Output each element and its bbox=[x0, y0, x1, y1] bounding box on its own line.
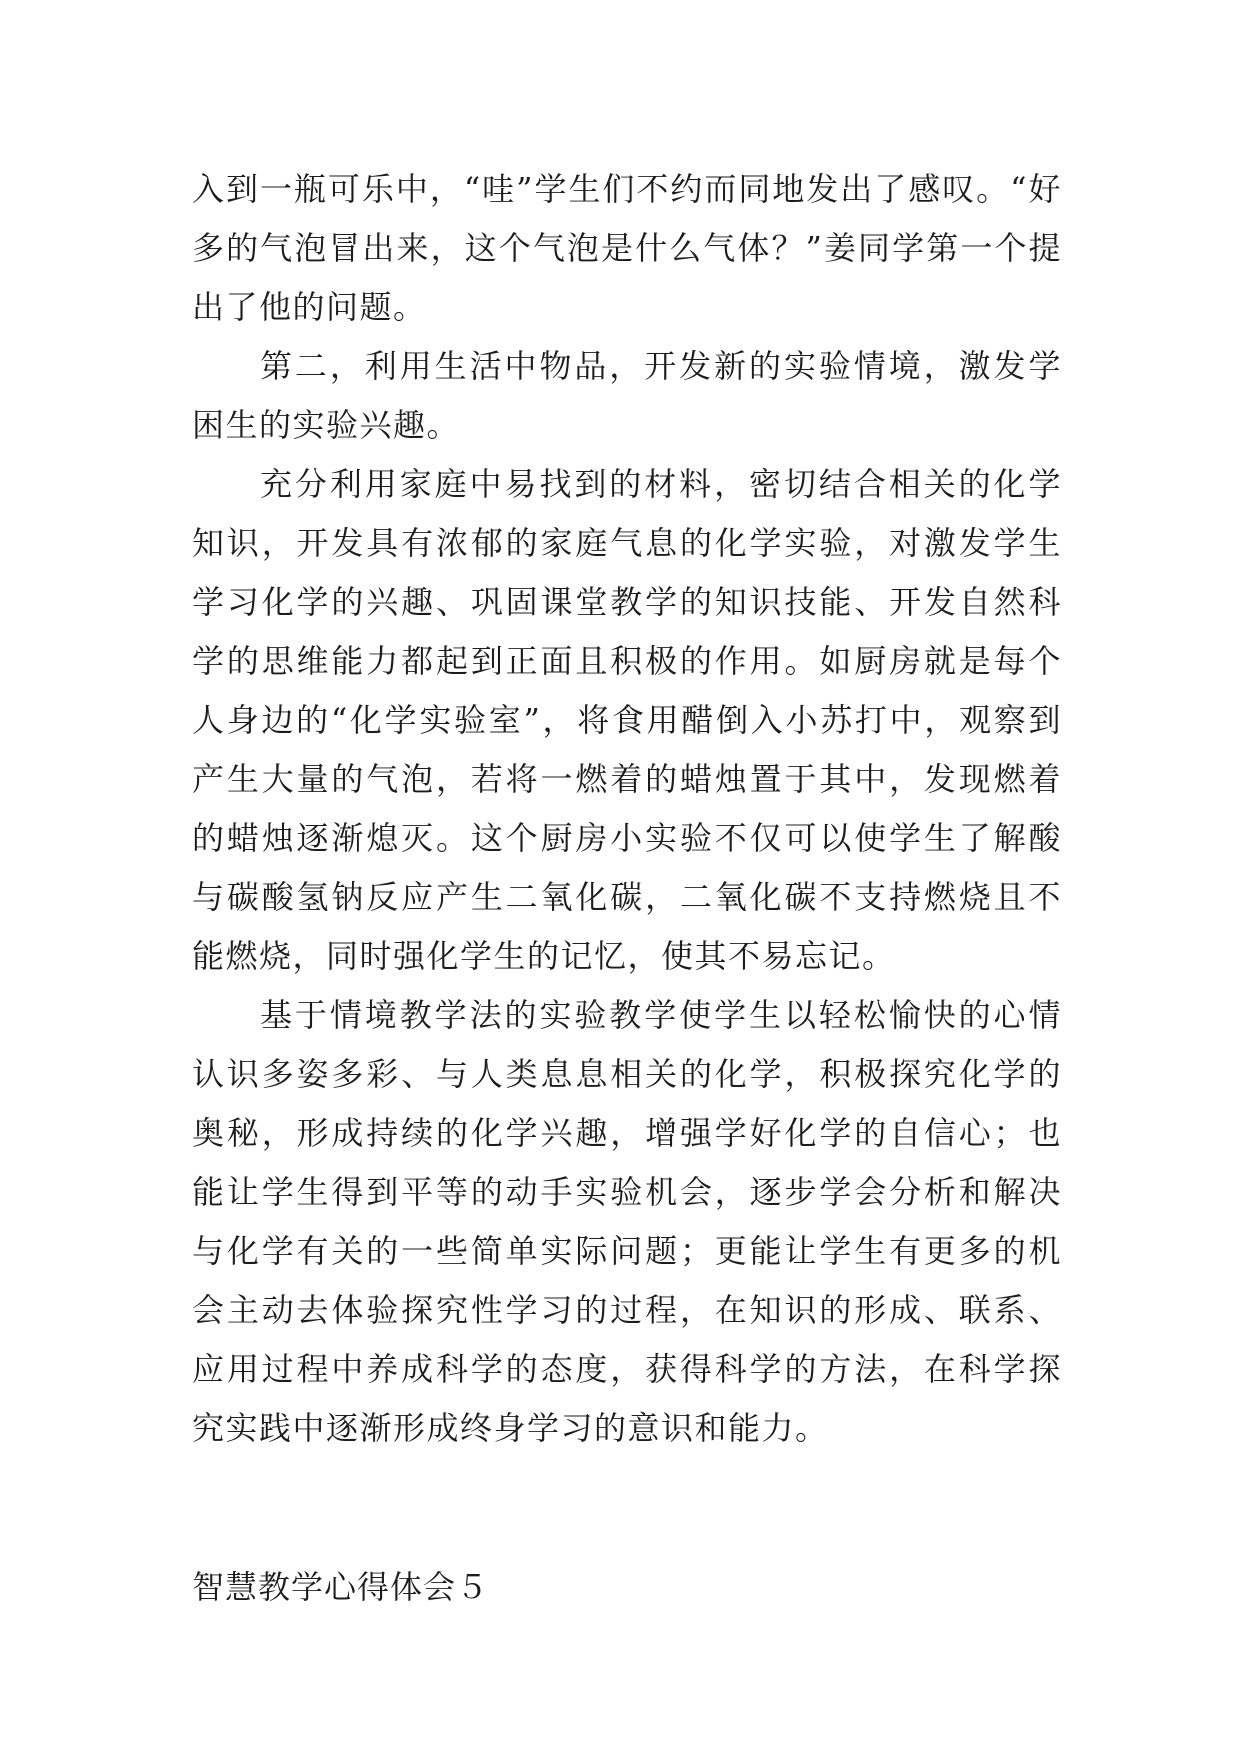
paragraph-conclusion: 基于情境教学法的实验教学使学生以轻松愉快的心情认识多姿多彩、与人类息息相关的化学，积极探究化学的奥秘，形成持续的化学兴趣，增强学好化学的自信心；也能让学生得到平等的动手实验机会，逐步学会分析和解决与化学有关的一些简单实际问题；更能让学生有更多的机会主动去体验探究性学习的过程，在知识的形成、联系、应用过程中养成科学的态度，获得科学的方法，在科学探究实践中逐渐形成终身学习的意识和能力。 bbox=[192, 996, 1062, 1447]
section-heading: 智慧教学心得体会５ bbox=[192, 1568, 490, 1606]
paragraph-continuation: 入到一瓶可乐中，“哇”学生们不约而同地发出了感叹。“好多的气泡冒出来，这个气泡是什么气体？”姜同学第一个提出了他的问题。 bbox=[192, 170, 1062, 326]
paragraph-kitchen-experiment: 充分利用家庭中易找到的材料，密切结合相关的化学知识，开发具有浓郁的家庭气息的化学实验，对激发学生学习化学的兴趣、巩固课堂教学的知识技能、开发自然科学的思维能力都起到正面且积极的作用。如厨房就是每个人身边的“化学实验室”，将食用醋倒入小苏打中，观察到产生大量的气泡，若将一燃着的蜡烛置于其中，发现燃着的蜡烛逐渐熄灭。这个厨房小实验不仅可以使学生了解酸与碳酸氢钠反应产生二氧化碳，二氧化碳不支持燃烧且不能燃烧，同时强化学生的记忆，使其不易忘记。 bbox=[192, 465, 1062, 975]
document-body bbox=[192, 160, 1062, 1617]
paragraph-point-two: 第二，利用生活中物品，开发新的实验情境，激发学困生的实验兴趣。 bbox=[192, 347, 1062, 444]
